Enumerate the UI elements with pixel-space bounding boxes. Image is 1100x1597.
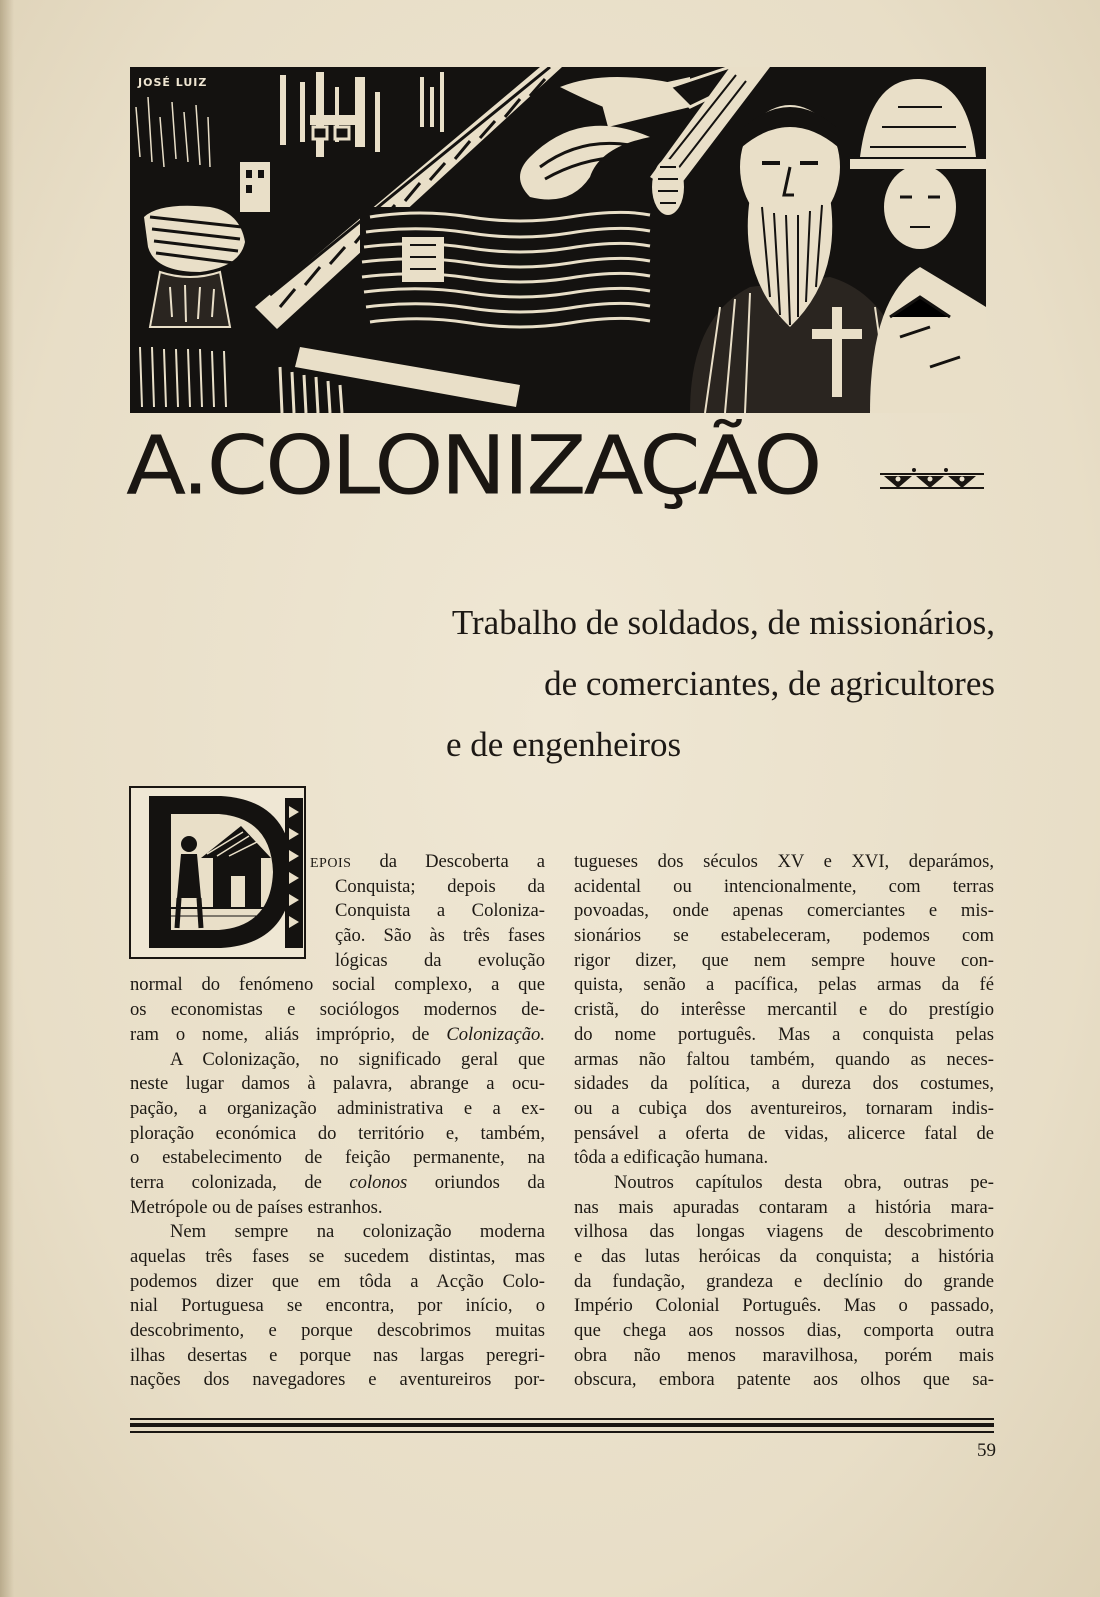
text-line: neste lugar damos à palavra, abrange a ocu- [130, 1073, 545, 1095]
text-line: pensável a oferta de vidas, alicerce fatal de [574, 1122, 994, 1144]
subtitle-line: e de engenheiros [446, 725, 682, 764]
text-line: Noutros capítulos desta obra, outras pe- [614, 1171, 994, 1193]
harbor-water [360, 207, 650, 347]
text-line: da fundação, grandeza e declínio do grande [574, 1270, 994, 1292]
text-line: povoadas, onde apenas comerciantes e mis- [574, 900, 994, 922]
artist-signature: JOSÉ LUIZ [138, 76, 208, 89]
page-title: A.COLONIZAÇÃO [126, 418, 820, 513]
woodcut-artwork [130, 67, 986, 413]
text-line: Nem sempre na colonização moderna [170, 1221, 545, 1243]
wheat-sheaf [652, 159, 684, 215]
subtitle-line: Trabalho de soldados, de missionários, [451, 603, 995, 642]
title-ornament [880, 468, 984, 490]
page-number: 59 [977, 1440, 996, 1461]
text-line: ilhas desertas e porque nas largas peregri- [130, 1344, 545, 1366]
text-line: Império Colonial Português. Mas o passado, [574, 1295, 994, 1317]
text-line: ou a cubiça dos aventureiros, tornaram indis- [574, 1097, 994, 1119]
left-column [130, 850, 545, 1393]
text-line: sidades da política, a dureza dos costumes, [574, 1073, 994, 1095]
text-line: A Colonização, no significado geral que [170, 1048, 545, 1070]
text-line: podemos dizer que em tôda a Acção Colo- [130, 1270, 545, 1292]
text-line: quista, senão a pacífica, pelas armas da fé [574, 974, 994, 996]
text-line: acidental ou intencionalmente, com terras [574, 875, 994, 897]
footer-rule [130, 1431, 994, 1433]
text-line: normal do fenómeno social complexo, a que [130, 974, 545, 996]
text-line: rigor dizer, que nem sempre houve con- [574, 949, 994, 971]
subtitle [330, 592, 995, 775]
text-line: obscura, embora patente aos olhos que sa- [574, 1369, 994, 1391]
text-line: nas mais apuradas contaram a história mara- [574, 1196, 994, 1218]
text-line: Conquista; depois da [335, 875, 545, 897]
text-line: armas não faltou também, quando as neces- [574, 1048, 994, 1070]
text-line: lógicas da evolução [335, 949, 545, 971]
text-line: Metrópole ou de países estranhos. [130, 1196, 383, 1218]
text-line: tugueses dos séculos XV e XVI, deparámos, [574, 851, 994, 872]
text-line: vilhosa das longas viagens de descobrimento [574, 1221, 994, 1243]
text-line: o estabelecimento de feição permanente, na [130, 1147, 545, 1169]
subtitle-line: de comerciantes, de agricultores [544, 664, 995, 703]
text-line: descobrimento, e porque descobrimos muitas [130, 1320, 545, 1342]
text-line: obra não menos maravilhosa, porém mais [574, 1344, 994, 1366]
footer-rule [130, 1423, 994, 1427]
text-line: sionários se estabeleceram, podemos com [574, 925, 994, 947]
text-line [130, 850, 545, 875]
text-line: Conquista a Coloniza- [335, 900, 545, 922]
text-line: terra colonizada, de colonos oriundos da [130, 1171, 545, 1193]
text-line: que chega aos nossos dias, comporta outra [574, 1320, 994, 1342]
text-line-content: da Descoberta a [379, 851, 545, 872]
text-line: os economistas e sociólogos modernos de- [130, 999, 545, 1021]
text-line: aquelas três fases se sucedem distintas, mas [130, 1246, 545, 1267]
text-line: do nome português. Mas a conquista pelas [574, 1023, 994, 1045]
text-line: nial Portuguesa se encontra, por início, o [130, 1295, 545, 1317]
text-line: nações dos navegadores e aventureiros por- [130, 1369, 545, 1391]
footer-rule [130, 1418, 994, 1420]
spine-shadow [0, 0, 14, 1597]
text-line: tôda a edificação humana. [574, 1147, 769, 1169]
text-line: ploração económica do território e, também, [130, 1122, 545, 1144]
text-line: ram o nome, aliás impróprio, de Colonização. [130, 1023, 545, 1045]
text-line: ção. São às três fases [335, 925, 545, 947]
woodcut-illustration [130, 67, 986, 413]
text-line: pação, a organização administrativa e a ex- [130, 1097, 545, 1119]
right-column [574, 850, 994, 1393]
drop-cap-continuation: EPOIS [310, 856, 352, 871]
text-line: e das lutas heróicas da conquista; a história [574, 1246, 994, 1267]
text-line: cristã, do interêsse mercantil e do prestígio [574, 999, 994, 1021]
